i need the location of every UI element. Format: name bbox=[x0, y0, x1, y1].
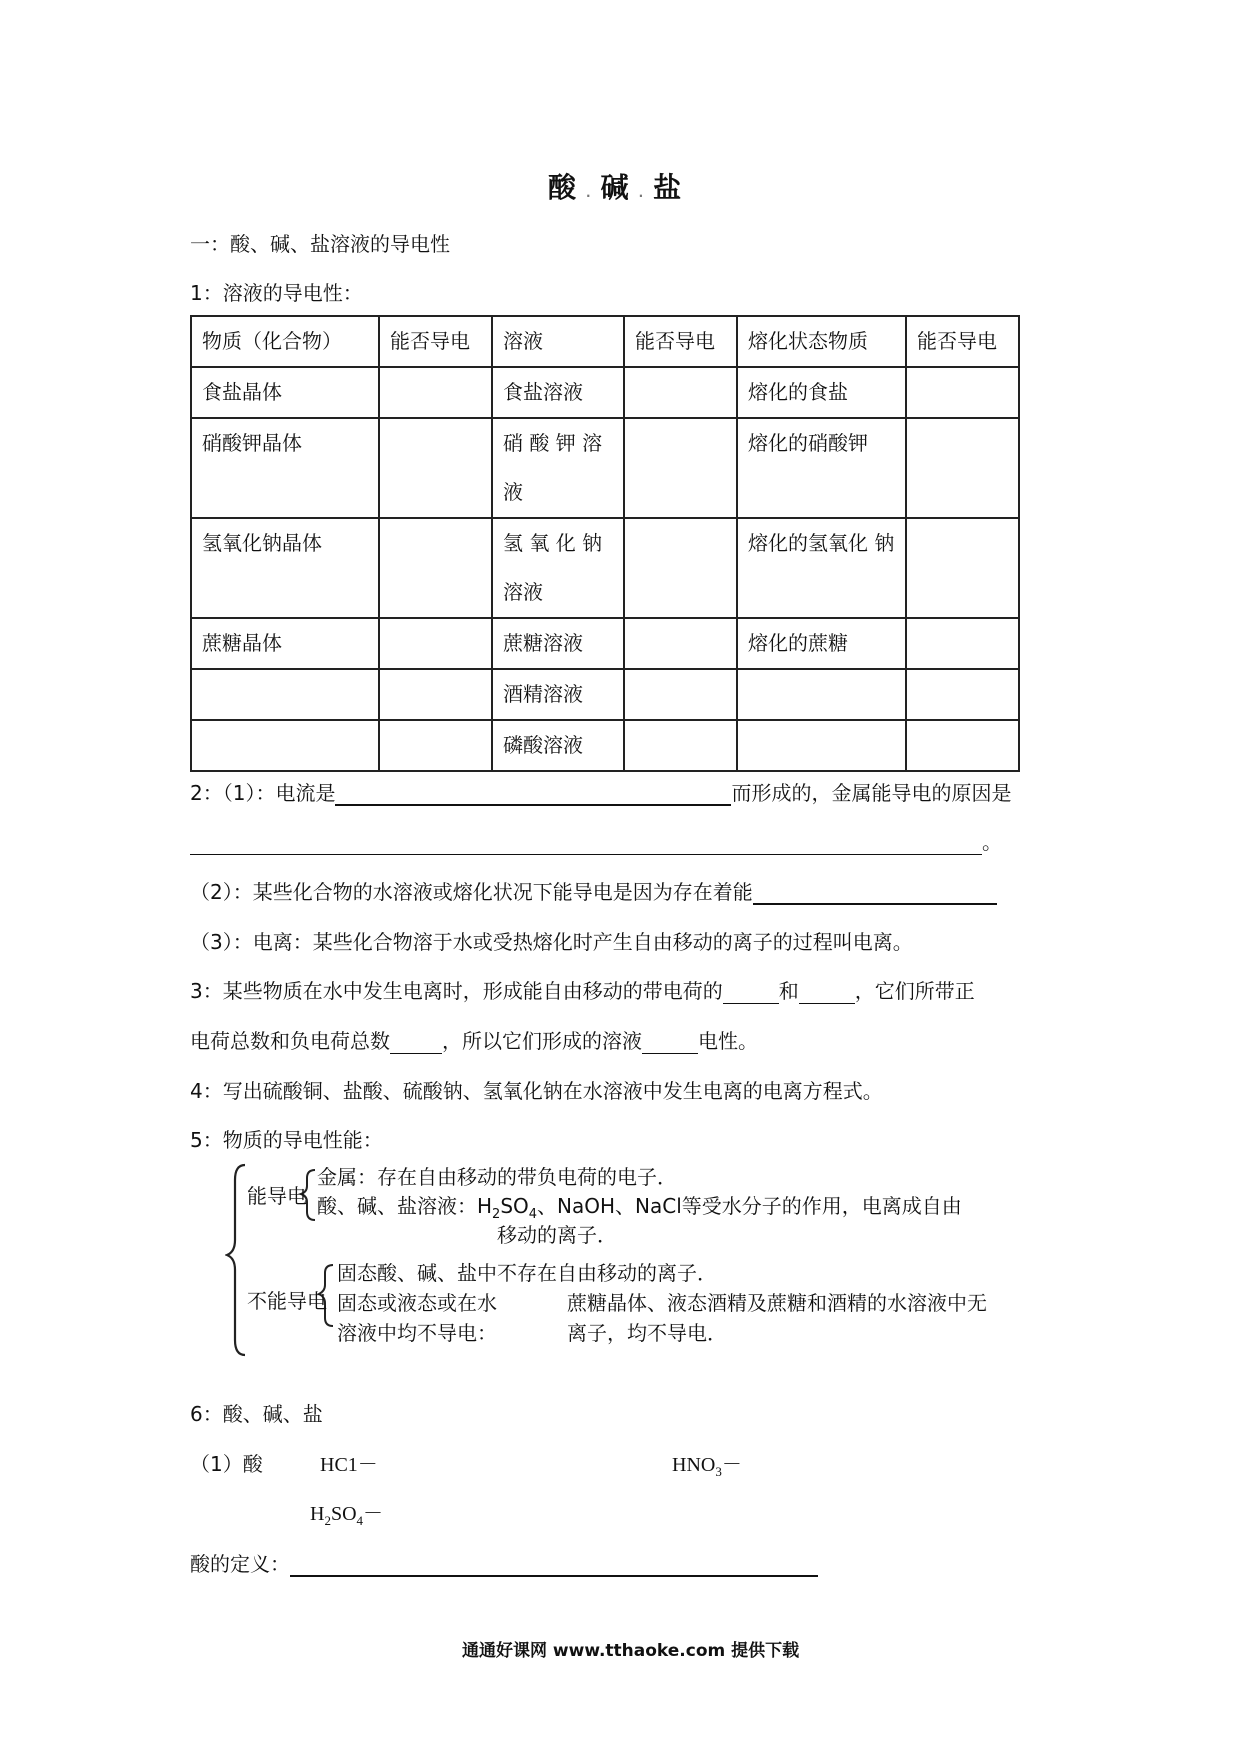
sugar-line-2: 离子，均不导电． bbox=[567, 1321, 727, 1345]
subscript: 4 bbox=[356, 1513, 364, 1528]
q3-text: 电性。 bbox=[698, 1029, 758, 1053]
table-row bbox=[191, 518, 1019, 618]
answer-cell[interactable] bbox=[906, 367, 1019, 418]
table-cell: 食盐溶液 bbox=[492, 367, 624, 418]
question-2-part-2 bbox=[190, 876, 997, 905]
formula-text: － bbox=[363, 1503, 384, 1525]
title-separator: . bbox=[638, 186, 646, 200]
answer-blank[interactable] bbox=[753, 883, 997, 905]
answer-cell[interactable] bbox=[379, 669, 492, 720]
q2-mid: 而形成的，金属能导电的原因是 bbox=[731, 781, 1012, 805]
question-2-line-1 bbox=[190, 777, 1011, 806]
table-header-cell: 物质（化合物） bbox=[191, 316, 379, 367]
table-header-cell: 能否导电 bbox=[906, 316, 1019, 367]
answer-cell[interactable] bbox=[379, 518, 492, 618]
q2-prefix: 2：（1）：电流是 bbox=[190, 781, 336, 805]
q2-end: 。 bbox=[982, 830, 1002, 854]
answer-cell[interactable] bbox=[624, 518, 737, 618]
answer-cell[interactable] bbox=[624, 418, 737, 518]
liquid-line-1: 固态或液态或在水 bbox=[337, 1291, 497, 1315]
table-cell: 食盐晶体 bbox=[191, 367, 379, 418]
liquid-line-2: 溶液中均不导电： bbox=[337, 1321, 497, 1345]
answer-cell[interactable] bbox=[379, 618, 492, 669]
table-cell bbox=[191, 669, 379, 720]
question-5-label: 5：物质的导电性能： bbox=[190, 1128, 383, 1152]
subscript: 2 bbox=[324, 1513, 331, 1528]
q3-text: 3：某些物质在水中发生电离时，形成能自由移动的带电荷的 bbox=[190, 979, 723, 1003]
table-row bbox=[191, 720, 1019, 771]
title-char-base: 碱 bbox=[600, 171, 631, 204]
subscript: 2 bbox=[492, 1207, 501, 1222]
solutions-text: SO bbox=[500, 1194, 529, 1218]
table-cell bbox=[191, 720, 379, 771]
outer-brace bbox=[227, 1165, 245, 1355]
answer-cell[interactable] bbox=[906, 720, 1019, 771]
table-cell: 熔化的食盐 bbox=[737, 367, 906, 418]
table-row bbox=[191, 367, 1019, 418]
question-3-line-2 bbox=[190, 1025, 758, 1054]
table-header-cell: 能否导电 bbox=[379, 316, 492, 367]
question-2-line-2 bbox=[190, 826, 1002, 855]
answer-blank[interactable] bbox=[390, 1033, 442, 1054]
table-cell: 硝酸钾晶体 bbox=[191, 418, 379, 518]
q3-text: 和 bbox=[778, 979, 799, 1003]
title-char-salt: 盐 bbox=[653, 171, 684, 204]
table-cell: 熔化的硝酸钾 bbox=[737, 418, 906, 518]
q3-text: ，所以它们形成的溶液 bbox=[442, 1029, 642, 1053]
table-row bbox=[191, 618, 1019, 669]
formula-text: HNO bbox=[672, 1454, 716, 1476]
table-cell: 氢 氧 化 钠 溶液 bbox=[492, 518, 624, 618]
answer-blank[interactable] bbox=[335, 784, 731, 806]
question-2-part-3: （3）：电离：某些化合物溶于水或受热熔化时产生自由移动的离子的过程叫电离。 bbox=[190, 930, 913, 954]
formula-text: SO bbox=[330, 1503, 357, 1525]
question-3-line-1 bbox=[190, 975, 975, 1004]
solutions-line bbox=[317, 1190, 962, 1222]
answer-cell[interactable] bbox=[379, 418, 492, 518]
page-title bbox=[548, 166, 683, 206]
answer-cell[interactable] bbox=[624, 618, 737, 669]
hcl-formula: HC1－ bbox=[320, 1454, 378, 1476]
answer-cell[interactable] bbox=[906, 618, 1019, 669]
title-char-acid: 酸 bbox=[548, 171, 579, 204]
h2so4-formula bbox=[310, 1497, 383, 1529]
table-cell: 蔗糖溶液 bbox=[492, 618, 624, 669]
formula-text: H bbox=[310, 1503, 325, 1525]
answer-cell[interactable] bbox=[624, 367, 737, 418]
table-row bbox=[191, 418, 1019, 518]
conductivity-diagram bbox=[225, 1160, 1025, 1360]
table-cell: 氢氧化钠晶体 bbox=[191, 518, 379, 618]
definition-label: 酸的定义： bbox=[190, 1552, 290, 1576]
footer-credit: 通通好课网 www.tthaoke.com 提供下载 bbox=[462, 1641, 800, 1661]
answer-cell[interactable] bbox=[906, 518, 1019, 618]
sugar-line-1: 蔗糖晶体、液态酒精及蔗糖和酒精的水溶液中无 bbox=[567, 1291, 987, 1315]
answer-cell[interactable] bbox=[379, 367, 492, 418]
conductivity-table bbox=[190, 315, 1020, 772]
answer-cell[interactable] bbox=[906, 418, 1019, 518]
metal-line: 金属：存在自由移动的带负电荷的电子． bbox=[317, 1165, 677, 1189]
subscript: 3 bbox=[715, 1464, 722, 1479]
table-cell: 熔化的氢氧化 钠 bbox=[737, 518, 906, 618]
conductive-label: 能导电 bbox=[247, 1184, 307, 1208]
table-cell: 酒精溶液 bbox=[492, 669, 624, 720]
formula-text: － bbox=[721, 1454, 742, 1476]
solutions-text: 酸、碱、盐溶液：H bbox=[317, 1194, 493, 1218]
question-4: 4：写出硫酸铜、盐酸、硫酸钠、氢氧化钠在水溶液中发生电离的电离方程式。 bbox=[190, 1079, 883, 1103]
answer-blank[interactable] bbox=[723, 983, 779, 1004]
answer-blank[interactable] bbox=[642, 1033, 698, 1054]
table-header-cell: 溶液 bbox=[492, 316, 624, 367]
hno3-formula bbox=[672, 1448, 742, 1480]
table-cell bbox=[737, 669, 906, 720]
title-separator: . bbox=[586, 186, 593, 200]
table-header-row bbox=[191, 316, 1019, 367]
q3-text: ，它们所带正 bbox=[854, 979, 975, 1003]
table-cell: 硝 酸 钾 溶 液 bbox=[492, 418, 624, 518]
table-row bbox=[191, 669, 1019, 720]
acid-definition bbox=[190, 1548, 818, 1577]
answer-blank[interactable] bbox=[799, 983, 855, 1004]
solutions-line-2: 移动的离子． bbox=[497, 1223, 617, 1247]
q2-part2-text: （2）：某些化合物的水溶液或熔化状况下能导电是因为存在着能 bbox=[190, 880, 753, 904]
answer-cell[interactable] bbox=[906, 669, 1019, 720]
answer-cell[interactable] bbox=[379, 720, 492, 771]
table-cell: 蔗糖晶体 bbox=[191, 618, 379, 669]
acid-label: （1）酸 bbox=[190, 1452, 263, 1476]
table-cell bbox=[737, 720, 906, 771]
question-6-label: 6：酸、碱、盐 bbox=[190, 1402, 323, 1426]
table-cell: 熔化的蔗糖 bbox=[737, 618, 906, 669]
solutions-text: 、NaOH、NaCl等受水分子的作用，电离成自由 bbox=[537, 1194, 962, 1218]
q3-text: 电荷总数和负电荷总数 bbox=[190, 1029, 390, 1053]
answer-cell[interactable] bbox=[624, 669, 737, 720]
answer-cell[interactable] bbox=[624, 720, 737, 771]
subscript: 4 bbox=[528, 1207, 538, 1222]
answer-blank[interactable] bbox=[290, 1555, 818, 1577]
table-cell: 磷酸溶液 bbox=[492, 720, 624, 771]
solid-line: 固态酸、碱、盐中不存在自由移动的离子． bbox=[337, 1261, 717, 1285]
question-1-label: 1：溶液的导电性： bbox=[190, 281, 363, 305]
answer-blank[interactable] bbox=[190, 834, 982, 855]
section-heading: 一：酸、碱、盐溶液的导电性 bbox=[190, 232, 450, 256]
nonconductive-label: 不能导电 bbox=[247, 1289, 327, 1313]
table-header-cell: 熔化状态物质 bbox=[737, 316, 906, 367]
table-header-cell: 能否导电 bbox=[624, 316, 737, 367]
